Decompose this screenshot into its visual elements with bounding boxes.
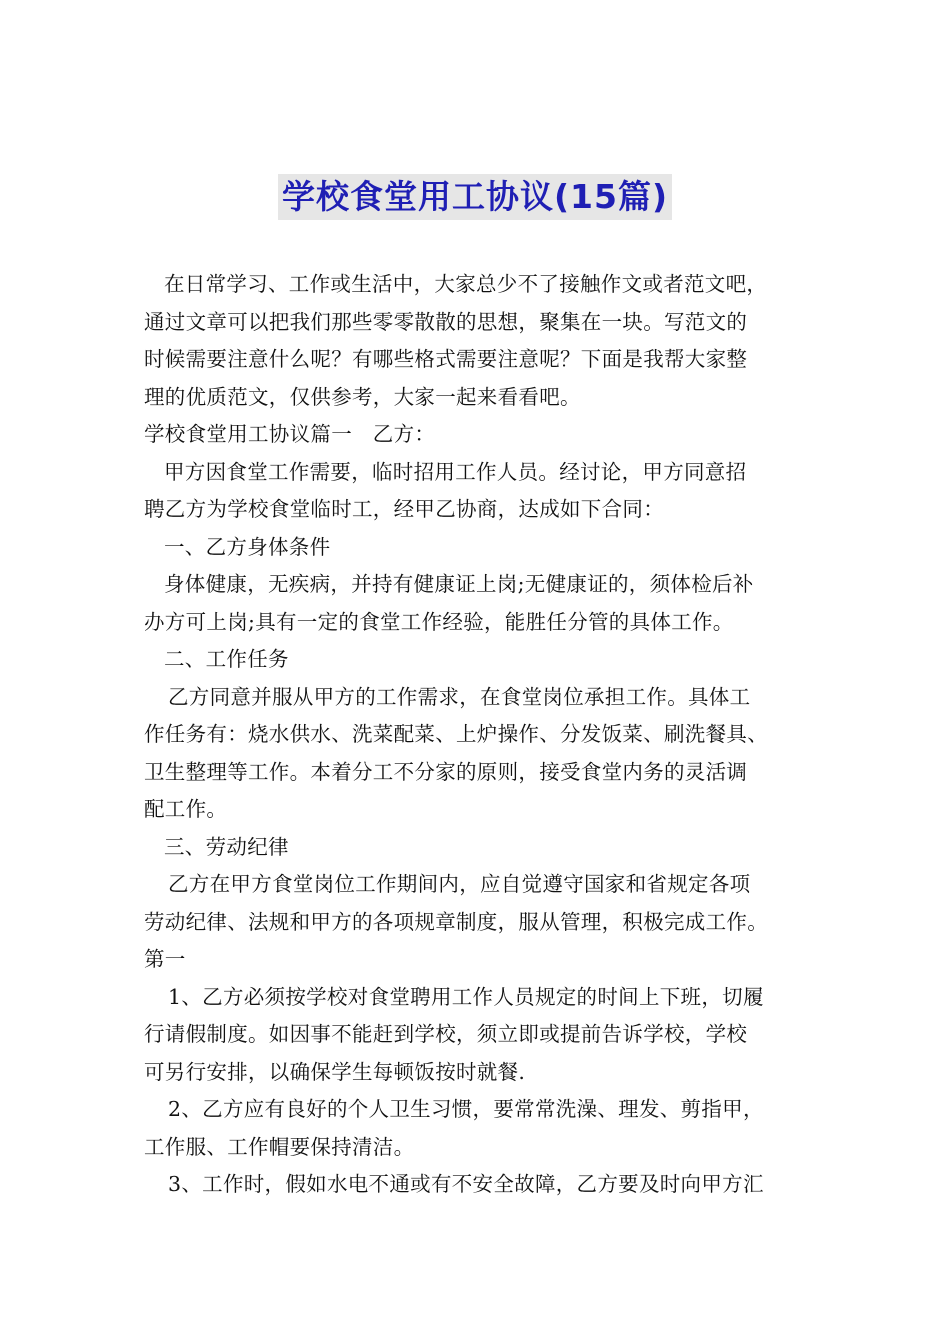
text-line: 第一 [144,947,186,971]
text-line: 时候需要注意什么呢？有哪些格式需要注意呢？下面是我帮大家整 [144,347,748,371]
text-line: 一、乙方身体条件 [164,534,331,559]
text-line: 2、乙方应有良好的个人卫生习惯，要常常洗澡、理发、剪指甲， [168,1097,764,1121]
text-line: 三、劳动纪律 [164,834,289,859]
text-line: 行请假制度。如因事不能赶到学校，须立即或提前告诉学校，学校 [144,1022,748,1046]
document-title: 学校食堂用工协议(15篇) [278,174,672,220]
text-line: 工作服、工作帽要保持清洁。 [144,1134,415,1159]
text-line: 办方可上岗;具有一定的食堂工作经验，能胜任分管的具体工作。 [144,609,734,634]
text-line: 聘乙方为学校食堂临时工，经甲乙协商，达成如下合同： [144,497,664,521]
text-line: 在日常学习、工作或生活中，大家总少不了接触作文或者范文吧， [164,272,768,296]
text-line: 劳动纪律、法规和甲方的各项规章制度，服从管理，积极完成工作。 [144,909,768,934]
text-line: 身体健康，无疾病，并持有健康证上岗;无健康证的，须体检后补 [164,572,754,596]
text-line: 甲方因食堂工作需要，临时招用工作人员。经讨论，甲方同意招 [164,459,747,484]
title-container [0,174,950,220]
text-line: 卫生整理等工作。本着分工不分家的原则，接受食堂内务的灵活调 [144,759,748,784]
document-body [144,266,816,1204]
text-line: 二、工作任务 [164,647,289,671]
text-line: 作任务有：烧水供水、洗菜配菜、上炉操作、分发饭菜、刷洗餐具、 [144,722,768,746]
text-line: 乙方同意并服从甲方的工作需求，在食堂岗位承担工作。具体工 [168,684,751,709]
text-line: 乙方在甲方食堂岗位工作期间内，应自觉遵守国家和省规定各项 [168,872,751,896]
text-line: 配工作。 [144,797,228,821]
text-line: 理的优质范文，仅供参考，大家一起来看看吧。 [144,384,581,409]
text-line: 可另行安排，以确保学生每顿饭按时就餐. [144,1059,526,1084]
text-line: 1、乙方必须按学校对食堂聘用工作人员规定的时间上下班，切履 [168,984,764,1009]
text-line: 学校食堂用工协议篇一 乙方： [144,422,436,446]
text-line: 通过文章可以把我们那些零零散散的思想，聚集在一块。写范文的 [144,309,748,334]
text-line: 3、工作时，假如水电不通或有不安全故障，乙方要及时向甲方汇 [168,1172,764,1196]
